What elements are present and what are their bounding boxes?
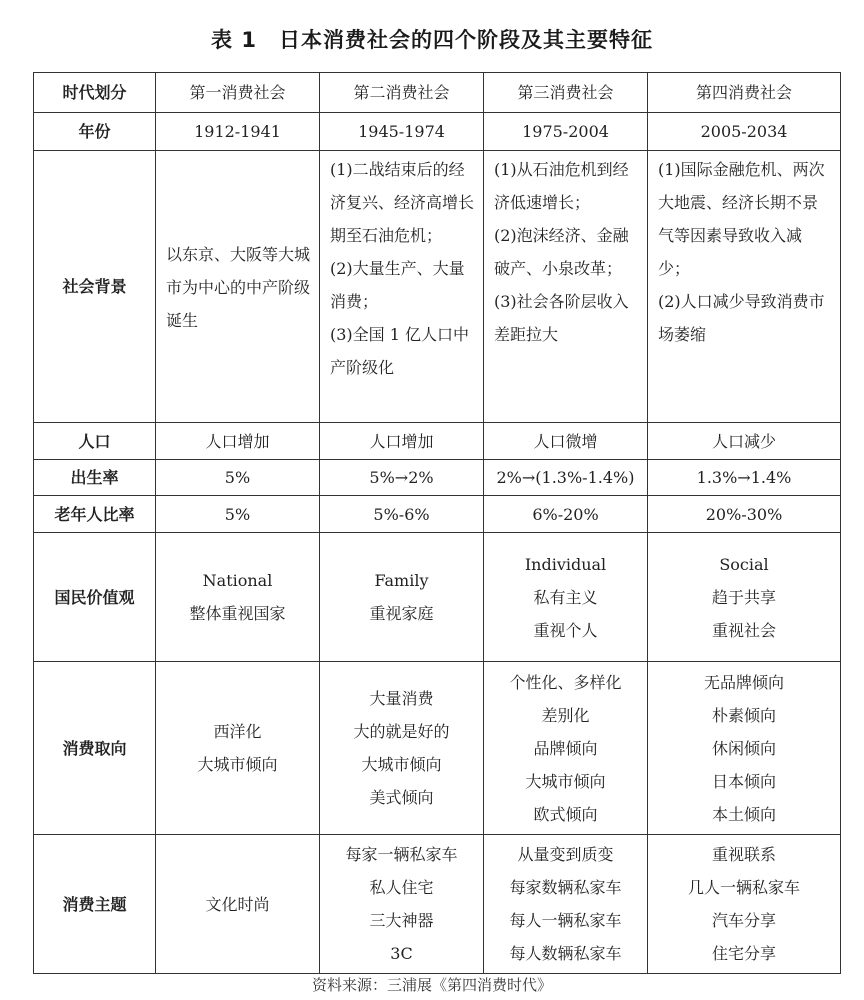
cell-text: (1)从石油危机到经济低速增长； [494, 160, 629, 212]
cell-text: 几人一辆私家车 [687, 878, 800, 897]
cell-text: 朴素倾向 [711, 705, 776, 725]
cell-text: 重视社会 [711, 620, 776, 640]
cell-text: 大的就是好的 [353, 722, 450, 741]
cell-text: 无品牌倾向 [703, 672, 784, 692]
table-row-values [34, 533, 841, 662]
cell-text: 趋于共享 [711, 587, 776, 607]
stages-table [33, 72, 841, 974]
table-cell: 人口微增 [484, 423, 648, 460]
table-row-theme [34, 835, 841, 974]
row-label-theme: 消费主题 [34, 835, 156, 974]
table-title [0, 24, 864, 54]
table-cell: 1912-1941 [156, 113, 320, 151]
table-cell: 5% [156, 460, 320, 496]
table-row-years [34, 113, 841, 151]
cell-text: 每家数辆私家车 [509, 878, 622, 897]
cell-text: 文化时尚 [205, 894, 270, 914]
table-cell: 2005-2034 [648, 113, 841, 151]
table-cell [648, 662, 841, 835]
row-label-background: 社会背景 [34, 151, 156, 423]
cell-text: 从量变到质变 [517, 845, 614, 864]
row-label-elderly-ratio: 老年人比率 [34, 496, 156, 533]
cell-text: 每人一辆私家车 [509, 911, 622, 930]
cell-text: 差别化 [541, 705, 590, 725]
cell-text: 日本倾向 [711, 771, 776, 791]
table-cell [484, 151, 648, 423]
table-cell: 人口增加 [320, 423, 484, 460]
cell-text: 休闲倾向 [711, 738, 776, 758]
source-note: 资料来源：三浦展《第四消费时代》 [311, 976, 552, 994]
table-row-birth-rate [34, 460, 841, 496]
row-label-population: 人口 [34, 423, 156, 460]
cell-text: 私人住宅 [369, 878, 434, 897]
row-label-orientation: 消费取向 [34, 662, 156, 835]
cell-text: 每家一辆私家车 [345, 845, 458, 864]
cell-text: (1)国际金融危机、两次大地震、经济长期不景气等因素导致收入减少； [658, 160, 825, 278]
row-label-values: 国民价值观 [34, 533, 156, 662]
table-cell: 人口增加 [156, 423, 320, 460]
cell-text: 美式倾向 [369, 788, 434, 807]
cell-text: 本土倾向 [711, 804, 776, 824]
table-cell [320, 533, 484, 662]
cell-text: 三大神器 [369, 911, 434, 930]
table-cell: 1975-2004 [484, 113, 648, 151]
cell-text: (2)泡沫经济、金融破产、小泉改革； [494, 226, 629, 278]
cell-text: 大城市倾向 [525, 771, 606, 791]
cell-text: 每人数辆私家车 [509, 944, 622, 963]
table-number: 表 1 [211, 28, 257, 52]
stage-header: 第一消费社会 [156, 73, 320, 113]
table-cell: 2%→(1.3%-1.4%) [484, 460, 648, 496]
cell-text: 大量消费 [369, 689, 434, 708]
cell-text: 重视联系 [711, 845, 776, 864]
cell-text: 重视个人 [533, 620, 598, 640]
cell-text: (2)大量生产、大量消费； [330, 259, 465, 311]
table-cell [648, 151, 841, 423]
table-row-background [34, 151, 841, 423]
cell-text: 整体重视国家 [189, 604, 286, 623]
row-label-birth-rate: 出生率 [34, 460, 156, 496]
stage-header: 第四消费社会 [648, 73, 841, 113]
table-cell [648, 835, 841, 974]
cell-text: 个性化、多样化 [509, 672, 622, 692]
table-cell: 5% [156, 496, 320, 533]
cell-text: Social [719, 554, 769, 574]
table-cell [156, 835, 320, 974]
cell-text: National [202, 571, 273, 590]
table-cell [484, 835, 648, 974]
cell-text: 以东京、大阪等大城市为中心的中产阶级诞生 [166, 245, 311, 330]
row-label-era: 时代划分 [34, 73, 156, 113]
table-cell: 5%→2% [320, 460, 484, 496]
cell-text: (3)社会各阶层收入差距拉大 [494, 292, 629, 344]
table-cell [320, 151, 484, 423]
cell-text: Individual [524, 554, 607, 574]
cell-text: Family [374, 571, 429, 590]
table-cell [648, 533, 841, 662]
table-row-population [34, 423, 841, 460]
cell-text: (3)全国 1 亿人口中产阶级化 [330, 325, 470, 377]
cell-text: 私有主义 [533, 587, 598, 607]
table-cell [156, 151, 320, 423]
table-cell: 6%-20% [484, 496, 648, 533]
cell-text: 欧式倾向 [533, 804, 598, 824]
stage-header: 第三消费社会 [484, 73, 648, 113]
table-row-elderly-ratio [34, 496, 841, 533]
table-cell [320, 662, 484, 835]
table-cell [484, 662, 648, 835]
cell-text: 汽车分享 [711, 911, 776, 930]
cell-text: 品牌倾向 [533, 738, 598, 758]
table-cell: 20%-30% [648, 496, 841, 533]
stage-header: 第二消费社会 [320, 73, 484, 113]
cell-text: 西洋化 [213, 722, 262, 741]
cell-text: 重视家庭 [369, 604, 434, 623]
table-cell [484, 533, 648, 662]
cell-text: (1)二战结束后的经济复兴、经济高增长期至石油危机； [330, 160, 475, 245]
table-cell [320, 835, 484, 974]
table-row-orientation [34, 662, 841, 835]
table-row-era [34, 73, 841, 113]
table-cell [156, 533, 320, 662]
table-title-text: 日本消费社会的四个阶段及其主要特征 [278, 28, 653, 52]
table-cell: 1.3%→1.4% [648, 460, 841, 496]
cell-text: 大城市倾向 [197, 755, 278, 774]
row-label-years: 年份 [34, 113, 156, 151]
cell-text: (2)人口减少导致消费市场萎缩 [658, 292, 825, 344]
table-cell: 5%-6% [320, 496, 484, 533]
cell-text: 住宅分享 [711, 944, 776, 963]
cell-text: 大城市倾向 [361, 755, 442, 774]
table-cell: 人口减少 [648, 423, 841, 460]
table-cell [156, 662, 320, 835]
cell-text: 3C [390, 944, 413, 963]
table-cell: 1945-1974 [320, 113, 484, 151]
